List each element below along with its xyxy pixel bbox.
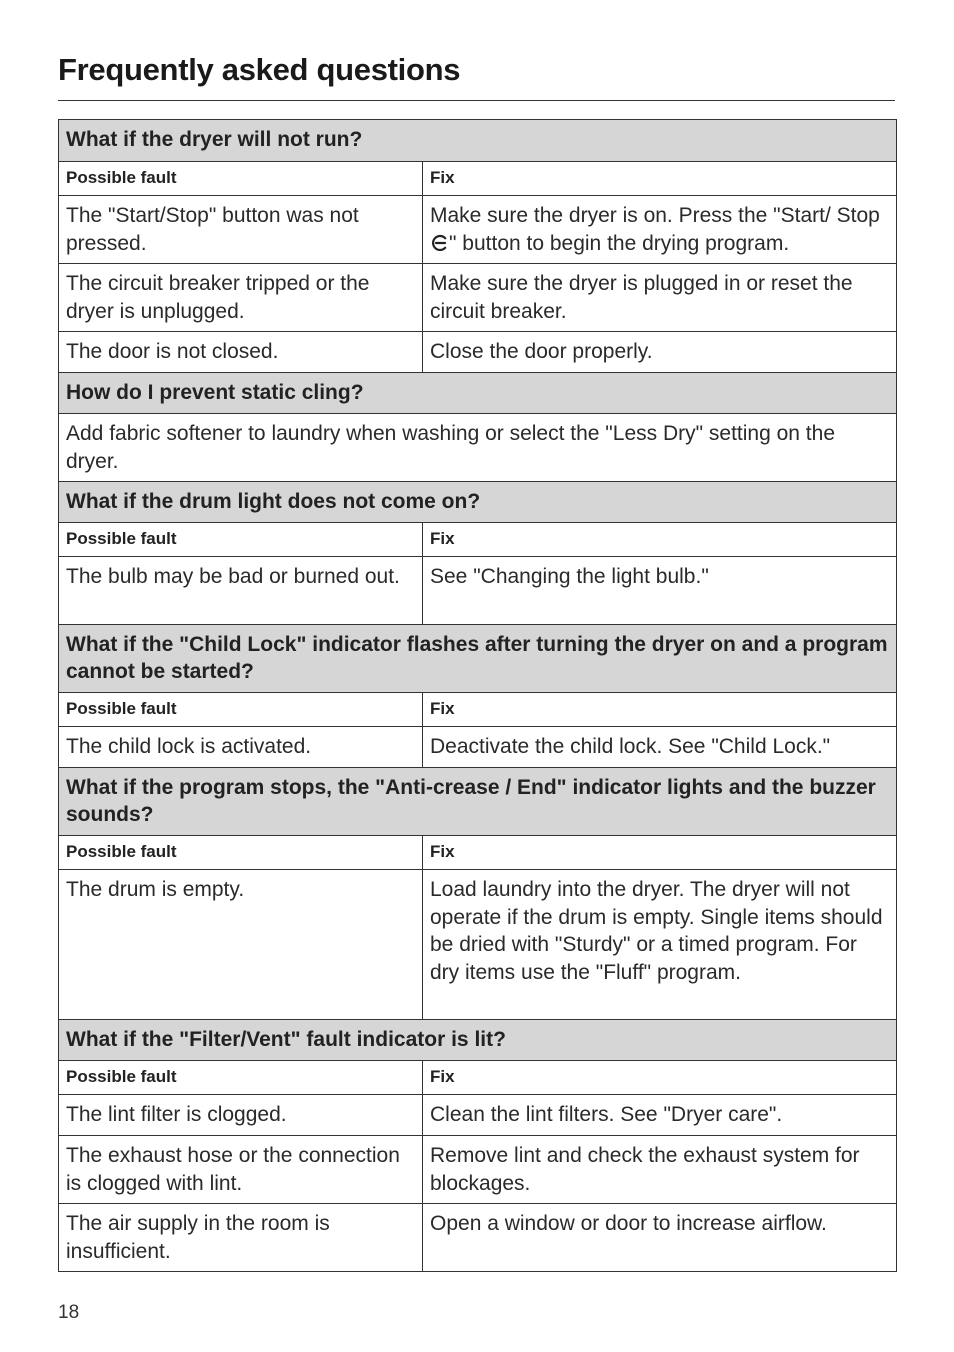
fault-cell: The child lock is activated. — [59, 727, 423, 768]
fix-cell: Make sure the dryer is plugged in or reset the circuit breaker. — [423, 264, 897, 332]
header-fix: Fix — [423, 836, 897, 870]
fault-cell: The air supply in the room is insufficient. — [59, 1204, 423, 1272]
header-fix: Fix — [423, 693, 897, 727]
fix-text-part: " button to begin the drying program. — [449, 231, 790, 255]
header-possible-fault: Possible fault — [59, 162, 423, 196]
table-row — [59, 196, 897, 264]
fix-text-part: Make sure the dryer is on. Press the "Start/ Stop — [430, 204, 880, 227]
question-child-lock: What if the "Child Lock" indicator flashes after turning the dryer on and a program cannot be started? — [59, 625, 897, 693]
fix-cell: Close the door properly. — [423, 332, 897, 373]
table-row — [59, 727, 897, 768]
table-row — [59, 332, 897, 373]
question-dryer-not-run: What if the dryer will not run? — [59, 120, 897, 162]
fix-cell: Remove lint and check the exhaust system for blockages. — [423, 1136, 897, 1204]
header-fix: Fix — [423, 523, 897, 557]
question-program-stops: What if the program stops, the "Anti-crease / End" indicator lights and the buzzer sounds? — [59, 768, 897, 836]
fix-cell: Open a window or door to increase airflow. — [423, 1204, 897, 1272]
fault-cell: The door is not closed. — [59, 332, 423, 373]
fault-cell: The drum is empty. — [59, 870, 423, 1020]
fix-cell — [423, 196, 897, 264]
answer-cell: Add fabric softener to laundry when washing or select the "Less Dry" setting on the dryer. — [59, 414, 897, 482]
fix-cell: Deactivate the child lock. See "Child Lock." — [423, 727, 897, 768]
table-row — [59, 557, 897, 625]
fault-cell: The lint filter is clogged. — [59, 1095, 423, 1136]
fix-cell: Clean the lint filters. See "Dryer care". — [423, 1095, 897, 1136]
header-fix: Fix — [423, 1061, 897, 1095]
table-row — [59, 870, 897, 1020]
table-row — [59, 1204, 897, 1272]
question-filter-vent: What if the "Filter/Vent" fault indicator is lit? — [59, 1020, 897, 1061]
start-stop-icon — [431, 234, 449, 252]
page-number: 18 — [58, 1302, 80, 1323]
table-row — [59, 1136, 897, 1204]
table-row — [59, 414, 897, 482]
fault-cell: The exhaust hose or the connection is clogged with lint. — [59, 1136, 423, 1204]
fix-cell: See "Changing the light bulb." — [423, 557, 897, 625]
question-drum-light: What if the drum light does not come on? — [59, 482, 897, 523]
faq-table — [58, 119, 897, 1272]
question-static-cling: How do I prevent static cling? — [59, 373, 897, 414]
fault-cell: The circuit breaker tripped or the dryer is unplugged. — [59, 264, 423, 332]
fault-cell: The "Start/Stop" button was not pressed. — [59, 196, 423, 264]
header-possible-fault: Possible fault — [59, 1061, 423, 1095]
fix-cell: Load laundry into the dryer. The dryer will not operate if the drum is empty. Single items should be dried with "Sturdy" or a timed program. For dry items use the "Fluff" program. — [423, 870, 897, 1020]
title-divider — [58, 100, 895, 101]
header-possible-fault: Possible fault — [59, 836, 423, 870]
table-row — [59, 1095, 897, 1136]
table-row — [59, 264, 897, 332]
header-possible-fault: Possible fault — [59, 693, 423, 727]
header-fix: Fix — [423, 162, 897, 196]
header-possible-fault: Possible fault — [59, 523, 423, 557]
page-title: Frequently asked questions — [58, 52, 461, 87]
fault-cell: The bulb may be bad or burned out. — [59, 557, 423, 625]
